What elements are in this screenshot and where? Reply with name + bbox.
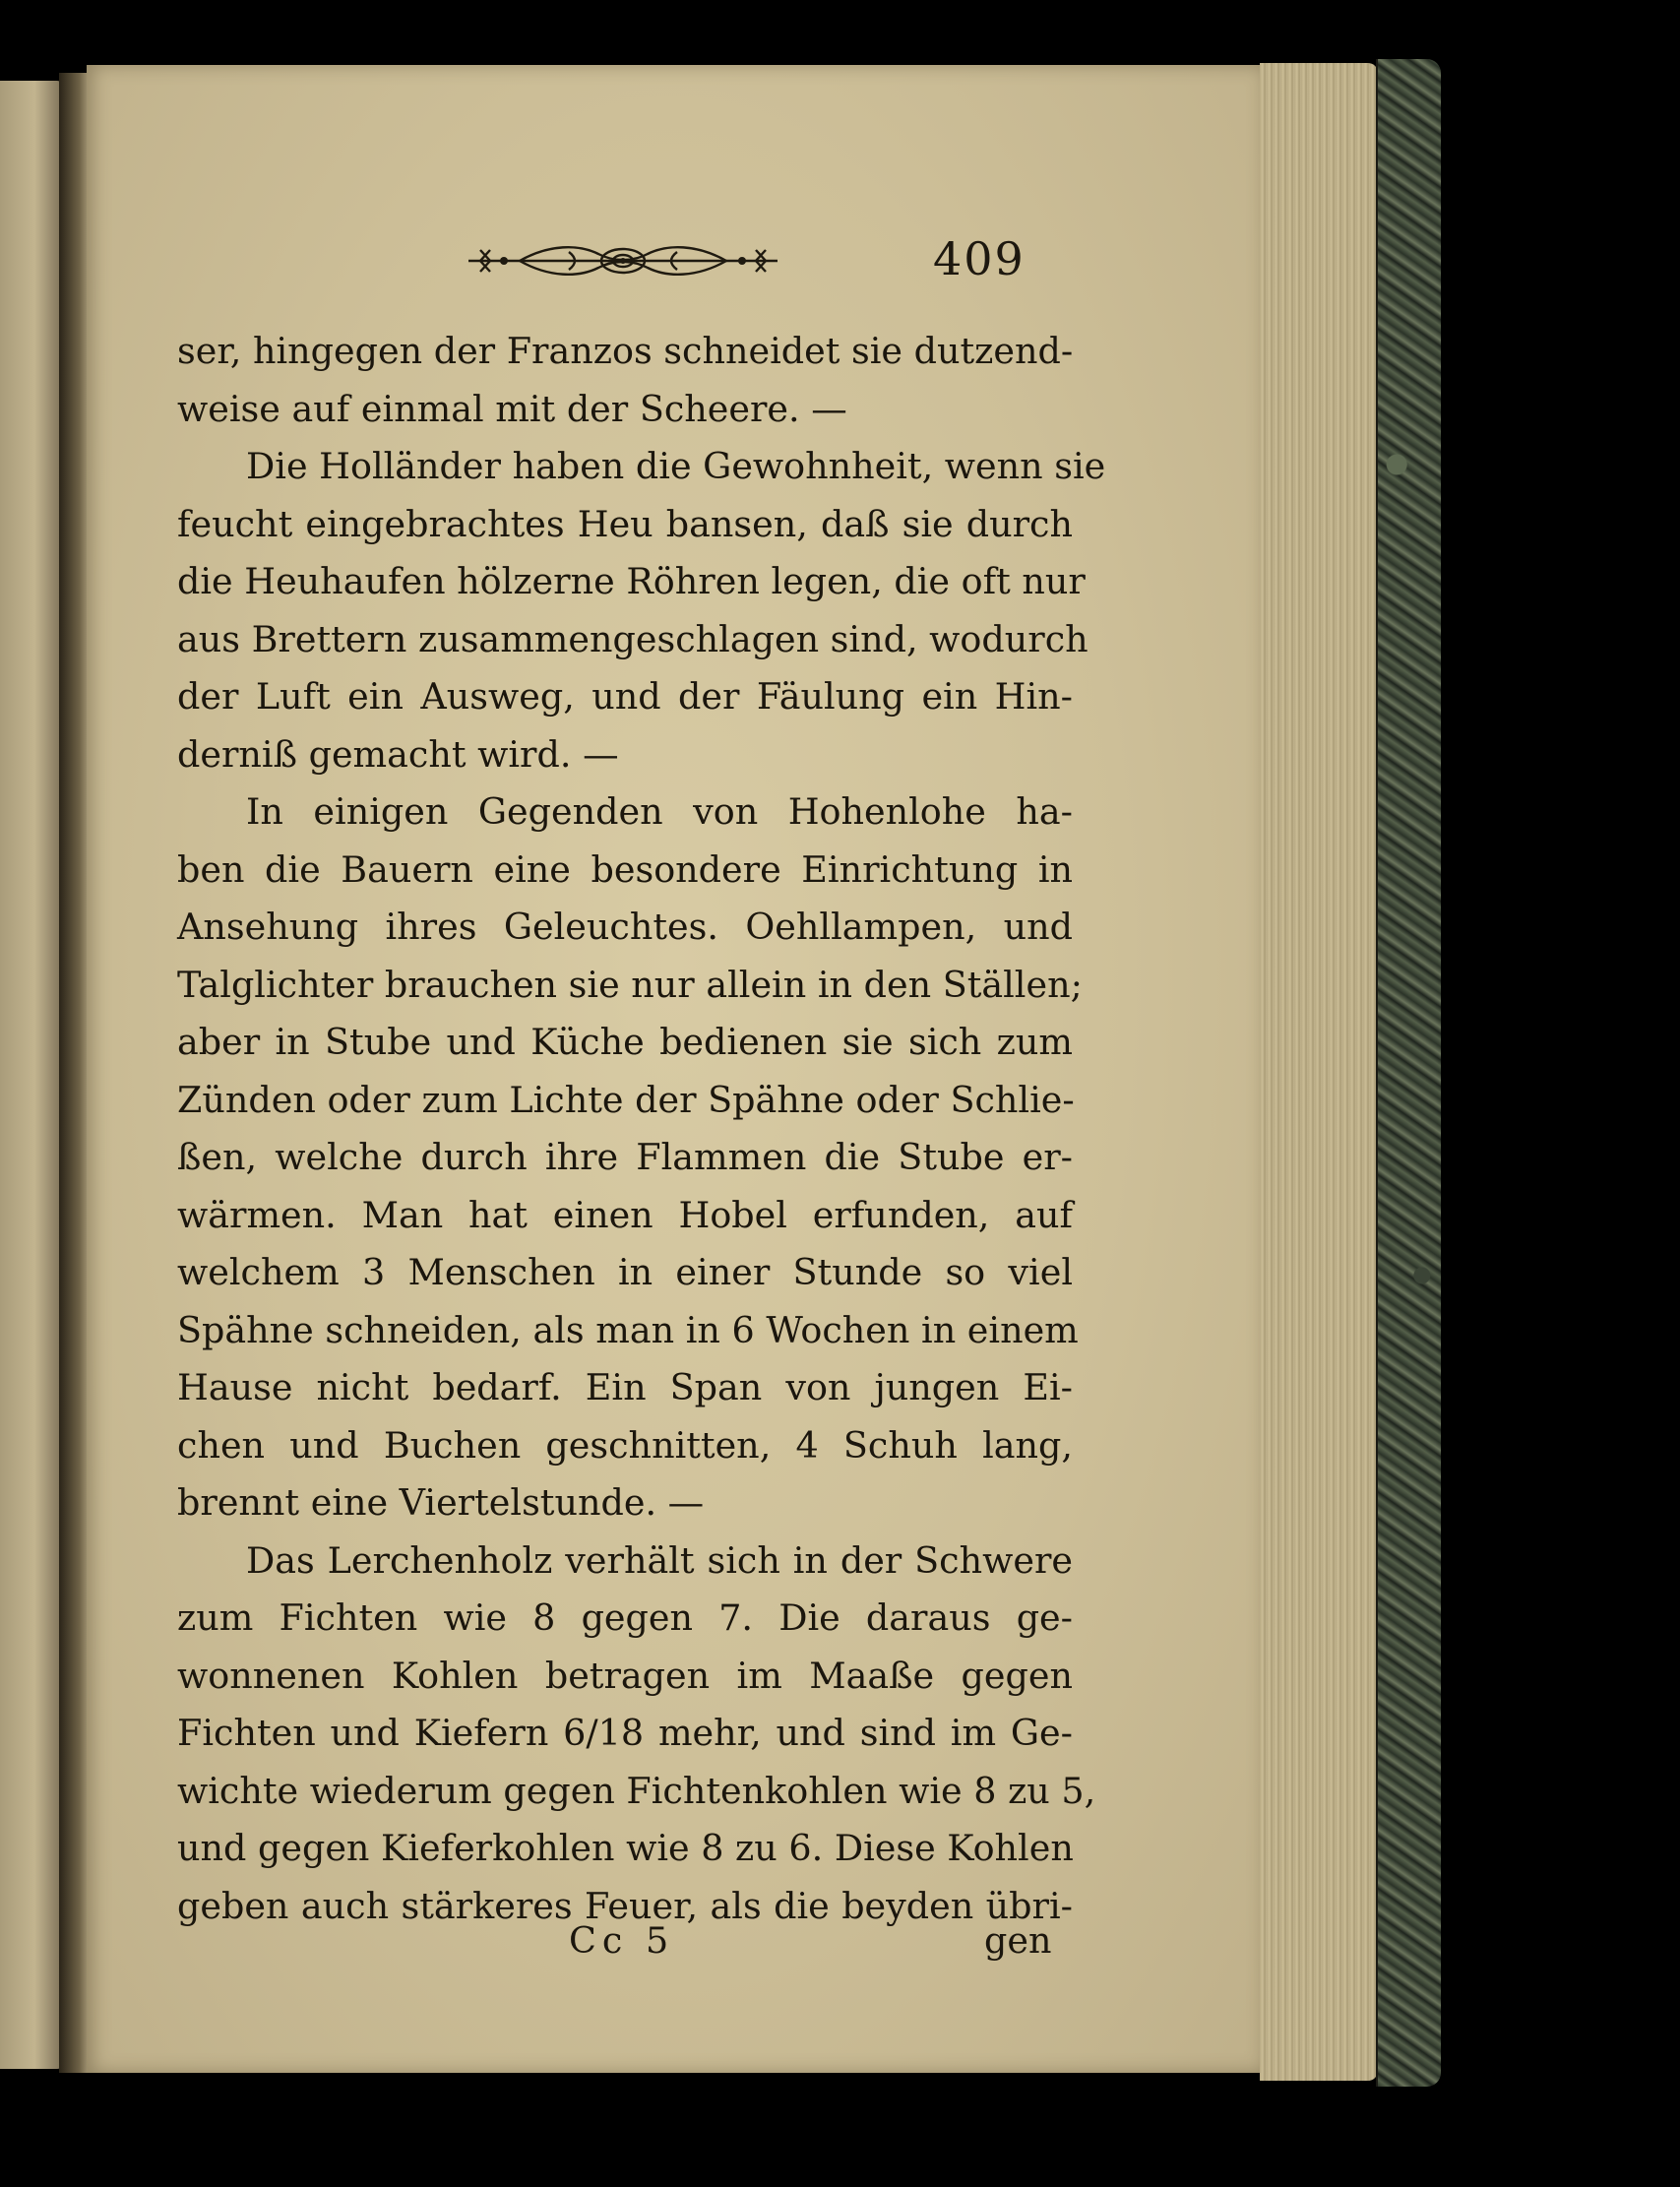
text-line: ben die Bauern eine besondere Einrichtung in	[177, 847, 1073, 891]
text-line: der Luft ein Ausweg, und der Fäulung ein Hin-	[177, 675, 1073, 718]
text-line: die Heuhaufen hölzerne Röhren legen, die oft nur	[177, 560, 1086, 602]
text-line: Talglichter brauchen sie nur allein in den Ställen;	[177, 963, 1083, 1006]
text-line: wonnenen Kohlen betragen im Maaße gegen	[177, 1654, 1073, 1697]
text-line: Fichten und Kiefern 6/18 mehr, und sind im Ge-	[177, 1712, 1073, 1754]
text-line: welchem 3 Menschen in einer Stunde so viel	[177, 1251, 1073, 1293]
page-number: 409	[933, 232, 1026, 285]
text-line: Spähne schneiden, als man in 6 Wochen in einem	[177, 1308, 1079, 1351]
signature-mark: Cc 5	[569, 1919, 675, 1962]
catchword: gen	[984, 1919, 1052, 1962]
text-line: aus Brettern zusammengeschlagen sind, wodurch	[177, 617, 1089, 660]
text-line: In einigen Gegenden von Hohenlohe ha-	[246, 790, 1073, 833]
text-line: geben auch stärkeres Feuer, als die beyden übri-	[177, 1884, 1073, 1927]
text-line: derniß gemacht wird. —	[177, 732, 619, 776]
text-line: chen und Buchen geschnitten, 4 Schuh lang,	[177, 1423, 1073, 1467]
marbled-cover	[1376, 59, 1441, 2087]
ornamental-rule-icon	[461, 238, 785, 283]
text-line: und gegen Kieferkohlen wie 8 zu 6. Diese Kohlen	[177, 1827, 1074, 1869]
text-line: Hause nicht bedarf. Ein Span von jungen Ei-	[177, 1366, 1073, 1408]
previous-page-edge	[0, 81, 63, 2069]
text-line: Ansehung ihres Geleuchtes. Oehllampen, und	[177, 906, 1073, 948]
text-line: ser, hingegen der Franzos schneidet sie dutzend-	[177, 330, 1074, 372]
text-line: Die Holländer haben die Gewohnheit, wenn sie	[246, 445, 1106, 487]
page-footer	[87, 1919, 1260, 1978]
text-line: wichte wiederum gegen Fichtenkohlen wie 8 zu 5,	[177, 1769, 1096, 1812]
page-fore-edges	[1260, 63, 1378, 2081]
page-header	[87, 232, 1260, 291]
text-line: wärmen. Man hat einen Hobel erfunden, auf	[177, 1193, 1073, 1236]
text-line: brennt eine Viertelstunde. —	[177, 1481, 705, 1524]
text-line: aber in Stube und Küche bedienen sie sich zum	[177, 1021, 1073, 1063]
body-text	[177, 323, 1106, 1935]
book-page	[87, 65, 1260, 2073]
text-line: Zünden oder zum Lichte der Spähne oder Schlie-	[177, 1078, 1075, 1121]
text-line: ßen, welche durch ihre Flammen die Stube er-	[177, 1136, 1073, 1178]
text-line: weise auf einmal mit der Scheere. —	[177, 387, 847, 430]
text-line: feucht eingebrachtes Heu bansen, daß sie durch	[177, 502, 1073, 545]
text-line: Das Lerchenholz verhält sich in der Schwere	[246, 1538, 1073, 1582]
text-line: zum Fichten wie 8 gegen 7. Die daraus ge-	[177, 1596, 1073, 1639]
